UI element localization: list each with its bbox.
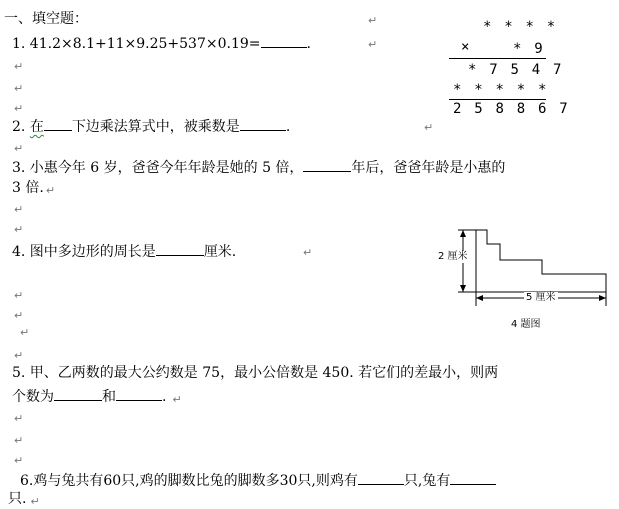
arrow-right-icon	[599, 295, 606, 301]
paragraph-mark: ↵	[14, 309, 24, 322]
answer-blank-2b[interactable]	[240, 116, 286, 131]
answer-blank-1[interactable]	[261, 33, 307, 48]
paragraph-mark: ↵	[14, 349, 24, 362]
question-6-text-b: 只,兔有	[403, 473, 451, 489]
paragraph-mark: ↵	[14, 102, 24, 115]
staircase-polygon	[476, 230, 606, 292]
paragraph-mark: ↵	[14, 142, 24, 155]
question-2-prefix: 2.	[12, 119, 30, 135]
mult-line-1	[449, 58, 546, 59]
mult-row-1: * * * *	[483, 19, 558, 35]
paragraph-mark: ↵	[45, 184, 56, 197]
question-5-end: .	[162, 389, 167, 405]
paragraph-mark: ↵	[30, 495, 40, 508]
arrow-down-icon	[460, 285, 466, 292]
paragraph-mark: ↵	[14, 412, 24, 425]
paragraph-mark: ↵	[14, 223, 24, 236]
answer-blank-3[interactable]	[303, 157, 351, 172]
question-2-end: .	[285, 119, 291, 135]
question-3-text: 3. 小惠今年 6 岁，爸爸今年年龄是她的 5 倍，	[12, 160, 304, 176]
answer-blank-4[interactable]	[156, 241, 204, 256]
paragraph-mark: ↵	[172, 393, 182, 406]
question-5-text-a: 个数为	[12, 389, 54, 405]
arrow-up-icon	[460, 230, 466, 237]
question-6-text-a: 6.鸡与兔共有60只,鸡的脚数比兔的脚数多30只,则鸡有	[20, 473, 358, 489]
answer-blank-5b[interactable]	[116, 386, 162, 401]
question-1-text: 1. 41.2×8.1+11×9.25+537×0.19=	[12, 36, 261, 52]
paragraph-mark: ↵	[14, 289, 24, 302]
answer-blank-5a[interactable]	[54, 386, 102, 401]
mult-row-5: 2 5 8 8 6 7	[453, 101, 570, 117]
mult-row-4: * * * * *	[453, 82, 549, 98]
paragraph-mark: ↵	[424, 121, 434, 134]
paragraph-mark: ↵	[14, 454, 24, 467]
paragraph-mark: ↵	[14, 434, 24, 447]
question-4	[12, 241, 236, 261]
paragraph-mark: ↵	[368, 14, 378, 27]
figure-caption: 4 题图	[511, 319, 541, 330]
question-4-end: 厘米.	[203, 244, 237, 260]
question-1-end: .	[306, 36, 311, 52]
width-label: 5 厘米	[526, 292, 556, 303]
answer-blank-2a[interactable]	[44, 116, 72, 131]
height-label: 2 厘米	[438, 251, 468, 262]
paragraph-mark: ↵	[368, 38, 378, 51]
question-2	[12, 116, 290, 136]
question-3-text-b: 年后，爸爸年龄是小惠的	[351, 160, 506, 176]
question-3-line-2	[12, 179, 56, 198]
question-2-wavy-word: 在	[29, 119, 44, 135]
question-2-text: 下边乘法算式中，被乘数是	[71, 119, 240, 135]
mult-row-2: * 9	[513, 41, 545, 57]
question-5-line-2	[12, 386, 182, 407]
question-1	[12, 33, 311, 53]
times-sign: ×	[461, 39, 472, 55]
answer-blank-6a[interactable]	[358, 470, 404, 485]
question-3-line-1	[12, 157, 505, 177]
paragraph-mark: ↵	[20, 326, 30, 339]
answer-blank-6b[interactable]	[450, 470, 496, 485]
paragraph-mark: ↵	[14, 60, 24, 73]
question-5-line-1: 5. 甲、乙两数的最大公约数是 75，最小公倍数是 450. 若它们的差最小，则两	[12, 365, 499, 381]
paragraph-mark: ↵	[14, 82, 24, 95]
question-4-text: 4. 图中多边形的周长是	[12, 244, 156, 260]
mult-row-3: * 7 5 4 7	[468, 62, 564, 78]
question-6-line-2	[8, 490, 40, 509]
question-6-text-2: 只.	[8, 491, 27, 507]
section-title: 一、填空题：	[4, 11, 88, 27]
arrow-left-icon	[476, 295, 483, 301]
question-6-line-1	[20, 470, 496, 490]
question-3-text-2: 3 倍.	[12, 180, 44, 196]
paragraph-mark: ↵	[14, 203, 24, 216]
question-5-text-b: 和	[102, 389, 116, 405]
paragraph-mark: ↵	[303, 246, 313, 259]
